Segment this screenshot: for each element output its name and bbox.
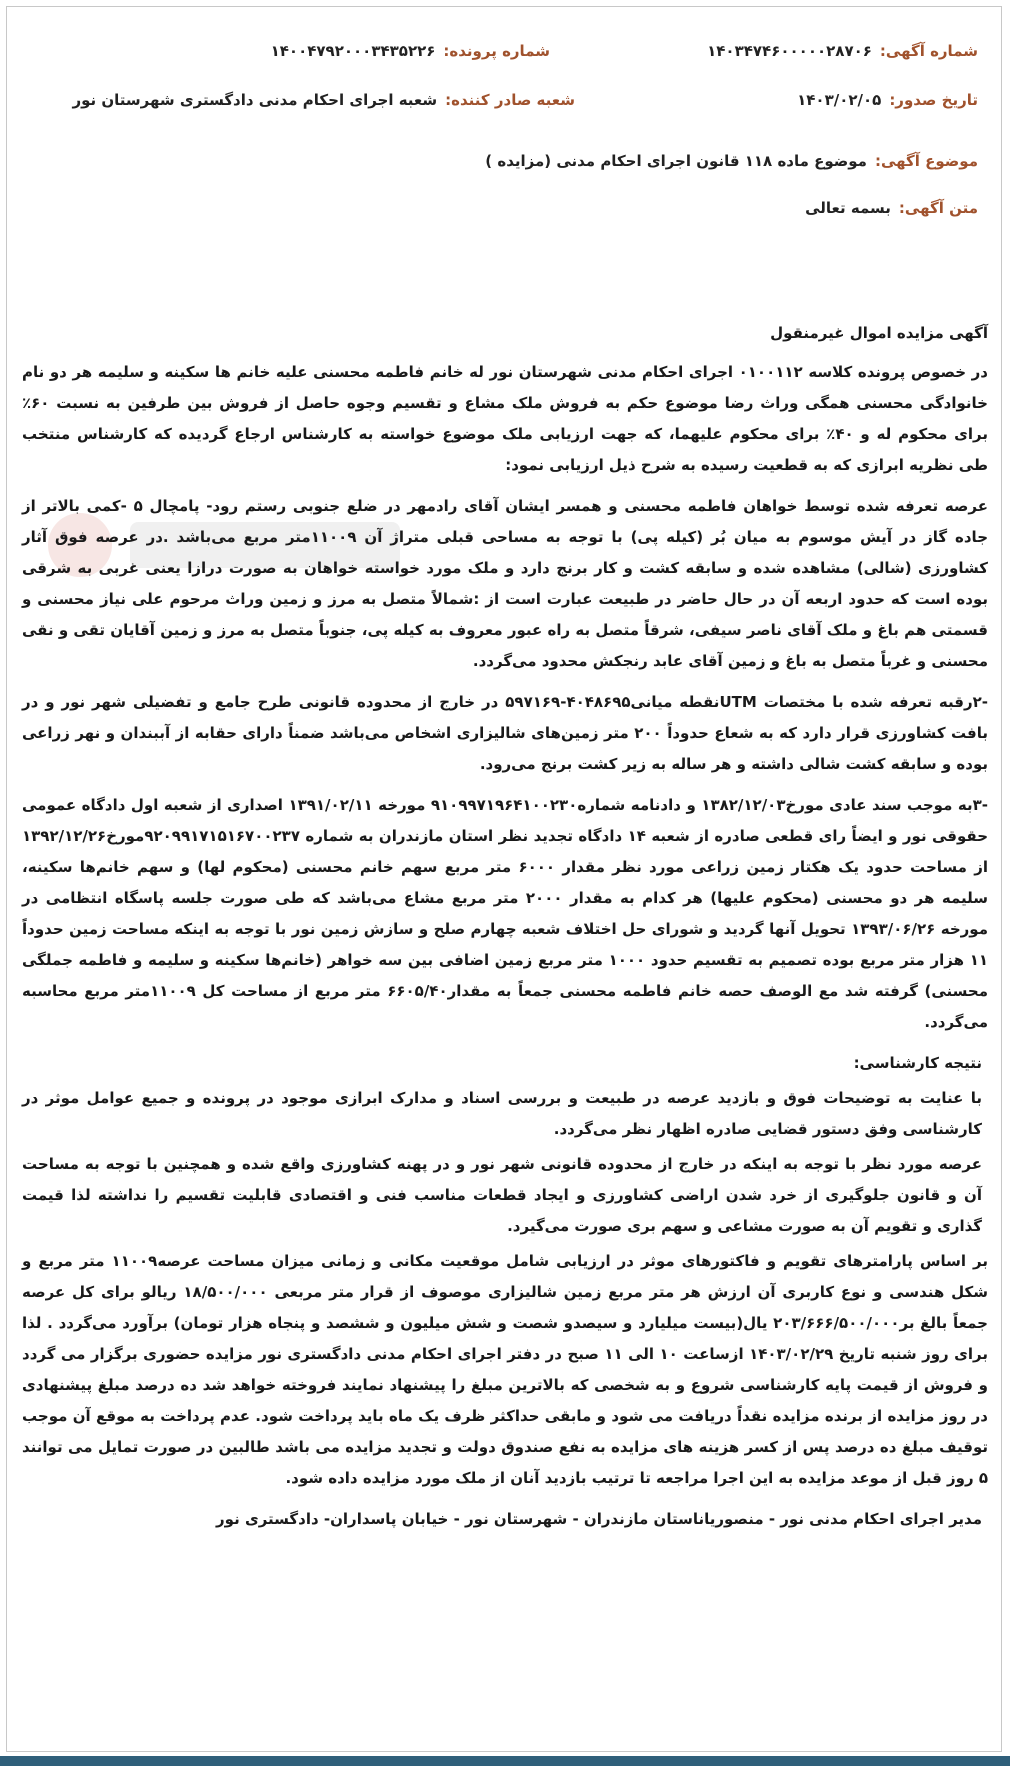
case-number-value: ۱۴۰۰۴۷۹۲۰۰۰۳۴۳۵۲۲۶ — [270, 42, 436, 60]
ad-subject — [485, 152, 978, 170]
paragraph-expert-intro: با عنایت به توضیحات فوق و بازدید عرصه در طبیعت و بررسی اسناد و مدارک ابرازی موجود در پرونده و جمیع عوامل موثر در کارشناسی وفق دستور قضایی صادره اظهار نظر می‌گردد. — [22, 1089, 982, 1138]
bottom-bar — [0, 1756, 1010, 1766]
subject-value: موضوع ماده ۱۱۸ قانون اجرای احکام مدنی (مزایده ) — [485, 152, 867, 170]
paragraph-case: در خصوص پرونده کلاسه ۰۱۰۰۱۱۲ اجرای احکام مدنی شهرستان نور له خانم فاطمه محسنی علیه خانم ها سکینه و سلیمه هر دو نام خانوادگی محسنی همگی وراث رضا موضوع حکم به فروش ملک مشاع و تقسیم وجوه حاصل از فروش بین طرفین به نسبت ۶۰٪ برای محکوم له و ۴۰٪ برای محکوم علیهما، که جهت ارزیابی ملک موضوع خواسته به کارشناس ارجاع گردیده که کارشناس منتخب طی نظریه ابرازی که به قطعیت رسیده به شرح ذیل ارزیابی نمود: — [22, 363, 989, 474]
ad-body — [22, 318, 988, 1539]
issue-date-value: ۱۴۰۳/۰۲/۰۵ — [797, 91, 882, 109]
issue-date — [797, 91, 978, 109]
case-number-label: شماره پرونده: — [443, 42, 550, 60]
case-number — [271, 42, 550, 60]
text-label: متن آگهی: — [898, 199, 978, 217]
text-value: بسمه تعالی — [805, 199, 891, 217]
ad-number — [707, 42, 978, 60]
branch-label: شعبه صادر کننده: — [445, 91, 575, 109]
ad-number-value: ۱۴۰۳۴۷۴۶۰۰۰۰۰۲۸۷۰۶ — [707, 42, 872, 60]
paragraph-valuation-auction: بر اساس پارامترهای تقویم و فاکتورهای موثر در ارزیابی شامل موقعیت مکانی و زمانی میزان مساحت عرصه۱۱۰۰۹ متر مربع و شکل هندسی و نوع کاربری آن ارزش هر متر مربع زمین شالیزاری موصوف از قرار متر مربعی ۱۸/۵۰۰/۰۰۰ ریالو برای کل عرصه جمعاً بالغ بر۲۰۳/۶۶۶/۵۰۰/۰۰۰ یال(بیست میلیارد و سیصدو شصت و شش میلیون و ششصد و پنجاه هزار تومان) برآورد می‌گردد . لذا برای روز شنبه تاریخ ۱۴۰۳/۰۲/۲۹ ازساعت ۱۰ الی ۱۱ صبح در دفتر اجرای احکام مدنی دادگستری نور مزایده حضوری برگزار می گردد و فروش از قیمت پایه کارشناسی شروع و به شخصی که بالاترین مبلغ را پیشنهاد نمایند فروخته خواهد شد ده درصد مبلغ پیشنهادی در روز مزایده از برنده مزایده نقداً دریافت می شود و مابقی حداکثر ظرف یک ماه باید پرداخت شود. عدم پرداخت به موقع آن موجب توقیف مبلغ ده درصد پس از کسر هزینه های مزایده به نفع صندوق دولت و تجدید مزایده می باشد طالبین در صورت تمایل می توانند ۵ روز قبل از موعد مزایده به این اجرا مراجعه تا ترتیب بازدید آنان از ملک مورد مزایده داده شود. — [22, 1252, 988, 1487]
paragraph-ownership: -۳به موجب سند عادی مورخ۱۳۸۲/۱۲/۰۳ و دادنامه شماره۹۱۰۹۹۷۱۹۶۴۱۰۰۲۳۰ مورخه ۱۳۹۱/۰۲/۱۱ اصداری از شعبه اول دادگاه عمومی حقوقی نور و ایضاً رای قطعی صادره از شعبه ۱۴ دادگاه تجدید نظر استان مازندران به شماره ۹۲۰۹۹۱۷۱۵۱۶۷۰۰۲۳۷مورخ۱۳۹۲/۱۲/۲۶ از مساحت حدود یک هکتار زمین زراعی مورد نظر مقدار ۶۰۰۰ متر مربع سهم خانم محسنی (محکوم لها) و سهم خانم‌ها سکینه، سلیمه هر دو محسنی (محکوم علیها) هر کدام به مقدار ۲۰۰۰ متر مربع مشاع می‌باشد که طی صورت جلسه پاسگاه انتظامی در مورخه ۱۳۹۳/۰۶/۲۶ تحویل آنها گردید و شورای حل اختلاف شعبه چهارم صلح و سازش زمین نور با توجه به اینکه مساحت زمین حدوداً ۱۱ هزار متر مربع بوده تصمیم به تقسیم حدود ۱۰۰۰ متر مربع زمین اضافی بین سه خواهر (خانم‌ها سکینه و سلیمه و فاطمه جملگی محسنی) گرفته شد مع الوصف حصه خانم فاطمه محسنی جمعاً به مقدار۶۶۰۵/۴۰ متر مربع از مساحت کل ۱۱۰۰۹متر مربع محاسبه می‌گردد. — [22, 796, 989, 1031]
branch-value: شعبه اجرای احکام مدنی دادگستری شهرستان نور — [72, 91, 438, 109]
paragraph-expert-division: عرصه مورد نظر با توجه به اینکه در خارج از محدوده قانونی شهر نور و در پهنه کشاورزی واقع شده و همچنین با توجه به مساحت آن و قانون جلوگیری از خرد شدن اراضی کشاورزی و ایجاد قطعات مناسب فنی و اقتصادی قابلیت تقسیم را نداشته لذا قیمت گذاری و تقویم آن به صورت مشاعی و سهم بری صورت می‌گیرد. — [22, 1155, 982, 1235]
ad-text-heading — [805, 199, 978, 217]
expert-result-title: نتیجه کارشناسی: — [853, 1054, 982, 1072]
signature-line: مدیر اجرای احکام مدنی نور - منصوریاناستان مازندران - شهرستان نور - خیابان پاسداران- دادگستری نور — [216, 1510, 982, 1528]
paragraph-property-description: عرصه تعرفه شده توسط خواهان فاطمه محسنی و همسر ایشان آقای رادمهر در ضلع جنوبی رستم رود- پامچال ۵ -کمی بالاتر از جاده گاز در آیش موسوم به میان بُر (کیله پی) با توجه به مساحی قبلی متراژ آن ۱۱۰۰۹متر مربع می‌باشد .در عرصه فوق آثار کشاورزی (شالی) مشاهده شده و سابقه کشت و کار برنج دارد و ملک مورد خواسته خواهان به صورت درازا یعنی غربی به شرقی بوده است که حدود اربعه آن در حال حاضر در طبیعت عبارت است از :شمالاً متصل به مرز و زمین وراث مرحوم علی نیاز محسنی و قسمتی هم باغ و ملک آقای ناصر سیفی، شرقاً متصل به راه عبور معروف به کیله پی، جنوباً متصل به مرز و زمین آقایان تقی و نقی محسنی و غرباً متصل به باغ و زمین آقای عابد رنجکش محدود می‌گردد. — [22, 497, 989, 670]
ad-number-label: شماره آگهی: — [879, 42, 978, 60]
subject-label: موضوع آگهی: — [874, 152, 978, 170]
paragraph-location: -۲رقبه تعرفه شده با مختصات UTMنقطه میانی۴۰۴۸۶۹۵-۵۹۷۱۶۹ در خارج از محدوده قانونی طرح جامع و تفضیلی شهر نور و در بافت کشاورزی قرار دارد که به شعاع حدوداً ۲۰۰ متر زمین‌های شالیزاری اشخاص می‌باشد ضمناً دارای حقابه از آببندان و نهر زراعی بوده و سابقه کشت شالی داشته و هر ساله به زیر کشت برنج می‌رود. — [22, 693, 989, 773]
issue-date-label: تاریخ صدور: — [889, 91, 978, 109]
issuing-branch — [72, 91, 575, 109]
ad-title: آگهی مزایده اموال غیرمنقول — [770, 324, 988, 342]
